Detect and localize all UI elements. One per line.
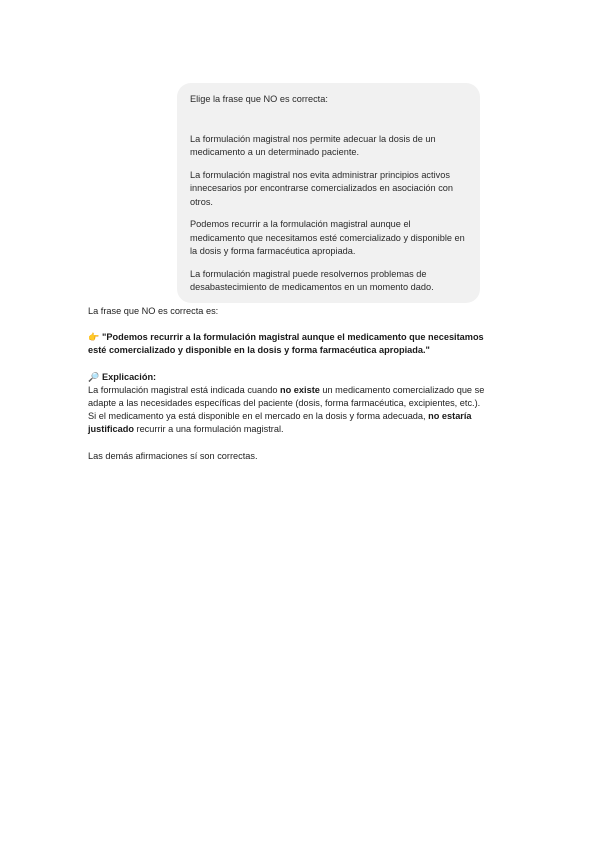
option-1: La formulación magistral nos permite adecuar la dosis de un medicamento a un determinado paciente.	[190, 133, 436, 157]
option-3: Podemos recurrir a la formulación magistral aunque el medicamento que necesitamos esté comercializado y disponible en la dosis y forma farmacéutica apropiada.	[190, 219, 465, 256]
explanation-heading: 🔎 Explicación:	[88, 371, 488, 384]
explanation-line-2: Si el medicamento ya está disponible en el mercado en la dosis y forma adecuada, no estaría justificado recurrir a una formulación magistral.	[88, 411, 472, 435]
question-prompt: Elige la frase que NO es correcta:	[190, 94, 328, 104]
option-4: La formulación magistral puede resolvernos problemas de desabastecimiento de medicamentos en un momento dado.	[190, 268, 434, 292]
explanation-line-1: La formulación magistral está indicada cuando no existe un medicamento comercializado que se adapte a las necesidades específicas del paciente (dosis, forma farmacéutica, excipientes, etc.).	[88, 384, 485, 409]
user-message-bubble	[177, 83, 480, 303]
answer-intro: La frase que NO es correcta es:	[88, 306, 219, 316]
option-2: La formulación magistral nos evita administrar principios activos innecesarios por encontrarse comercializados en asociación con otros.	[190, 169, 454, 207]
magnifier-icon: 🔎	[88, 371, 100, 382]
closing-statement: Las demás afirmaciones sí son correctas.	[88, 450, 258, 461]
pointing-hand-icon: 👉	[88, 332, 100, 343]
assistant-response	[88, 305, 488, 463]
answer-quote: 👉 "Podemos recurrir a la formulación magistral aunque el medicamento que necesitamos esté comercializado y disponible en la dosis y forma farmacéutica apropiada."	[88, 332, 484, 356]
